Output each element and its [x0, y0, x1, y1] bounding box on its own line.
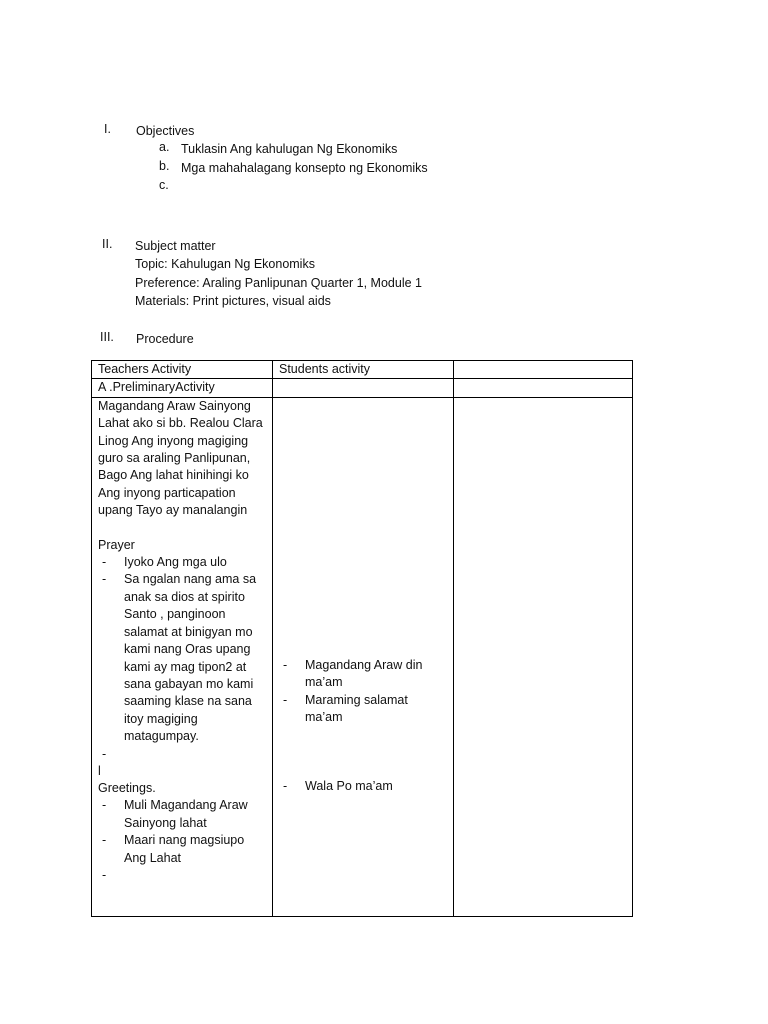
preliminary-extra-cell: [454, 379, 633, 397]
teacher-activity-cell: [92, 397, 273, 916]
student-responses-b: [279, 778, 447, 795]
objectives-numeral: I.: [104, 122, 111, 136]
prayer-label: Prayer: [98, 537, 135, 552]
preliminary-students-cell: [273, 379, 454, 397]
subject-numeral: II.: [102, 237, 113, 251]
student-responses-a: [279, 657, 447, 727]
student-response: - Magandang Araw din ma’am: [279, 657, 447, 692]
prayer-list: [98, 554, 266, 762]
greetings-item: - Maari nang magsiupo Ang Lahat: [98, 832, 266, 867]
table-row-preliminary: [92, 379, 633, 397]
objective-marker-a: a.: [159, 140, 170, 154]
header-teachers-activity: Teachers Activity: [92, 361, 273, 379]
objective-marker-c: c.: [159, 178, 169, 192]
prayer-item: [98, 746, 266, 763]
prayer-item: - Iyoko Ang mga ulo: [98, 554, 266, 571]
header-students-activity: Students activity: [273, 361, 454, 379]
greetings-list: [98, 797, 266, 884]
table-row-content: [92, 397, 633, 916]
objective-marker-b: b.: [159, 159, 170, 173]
students-activity-cell: [273, 397, 454, 916]
teacher-intro: Magandang Araw Sainyong Lahat ako si bb. Realou Clara Linog Ang inyong magiging guro sa araling Panlipunan, Bago Ang lahat hinihingi ko Ang inyong particapation upang Tayo ay manalangin: [98, 398, 263, 518]
objectives-heading: Objectives: [136, 124, 195, 138]
subject-materials: Materials: Print pictures, visual aids: [135, 294, 331, 308]
procedure-table: [91, 360, 633, 917]
procedure-heading: Procedure: [136, 332, 194, 346]
header-empty: [454, 361, 633, 379]
student-response: - Maraming salamat ma’am: [279, 692, 447, 727]
objective-item-b: Mga mahahalagang konsepto ng Ekonomiks: [181, 161, 428, 175]
student-response: - Wala Po ma’am: [279, 778, 447, 795]
subject-preference: Preference: Araling Panlipunan Quarter 1, Module 1: [135, 276, 422, 290]
procedure-numeral: III.: [100, 330, 114, 344]
prayer-item: - Sa ngalan nang ama sa anak sa dios at spirito Santo , panginoon salamat at binigyan mo kami nang Oras upang kami ay mag tipon2 at sana gabayan mo kami saaming klase na sana itoy magiging matagumpay.: [98, 571, 266, 745]
subject-heading: Subject matter: [135, 239, 216, 253]
greetings-label: Greetings.: [98, 780, 156, 795]
subject-topic: Topic: Kahulugan Ng Ekonomiks: [135, 257, 315, 271]
extra-column-cell: [454, 397, 633, 916]
table-header-row: [92, 361, 633, 379]
preliminary-activity-label: A .PreliminaryActivity: [92, 379, 273, 397]
greetings-item: - Muli Magandang Araw Sainyong lahat: [98, 797, 266, 832]
greetings-item: [98, 867, 266, 884]
objective-item-a: Tuklasin Ang kahulugan Ng Ekonomiks: [181, 142, 398, 156]
stray-mark: l: [98, 763, 101, 778]
